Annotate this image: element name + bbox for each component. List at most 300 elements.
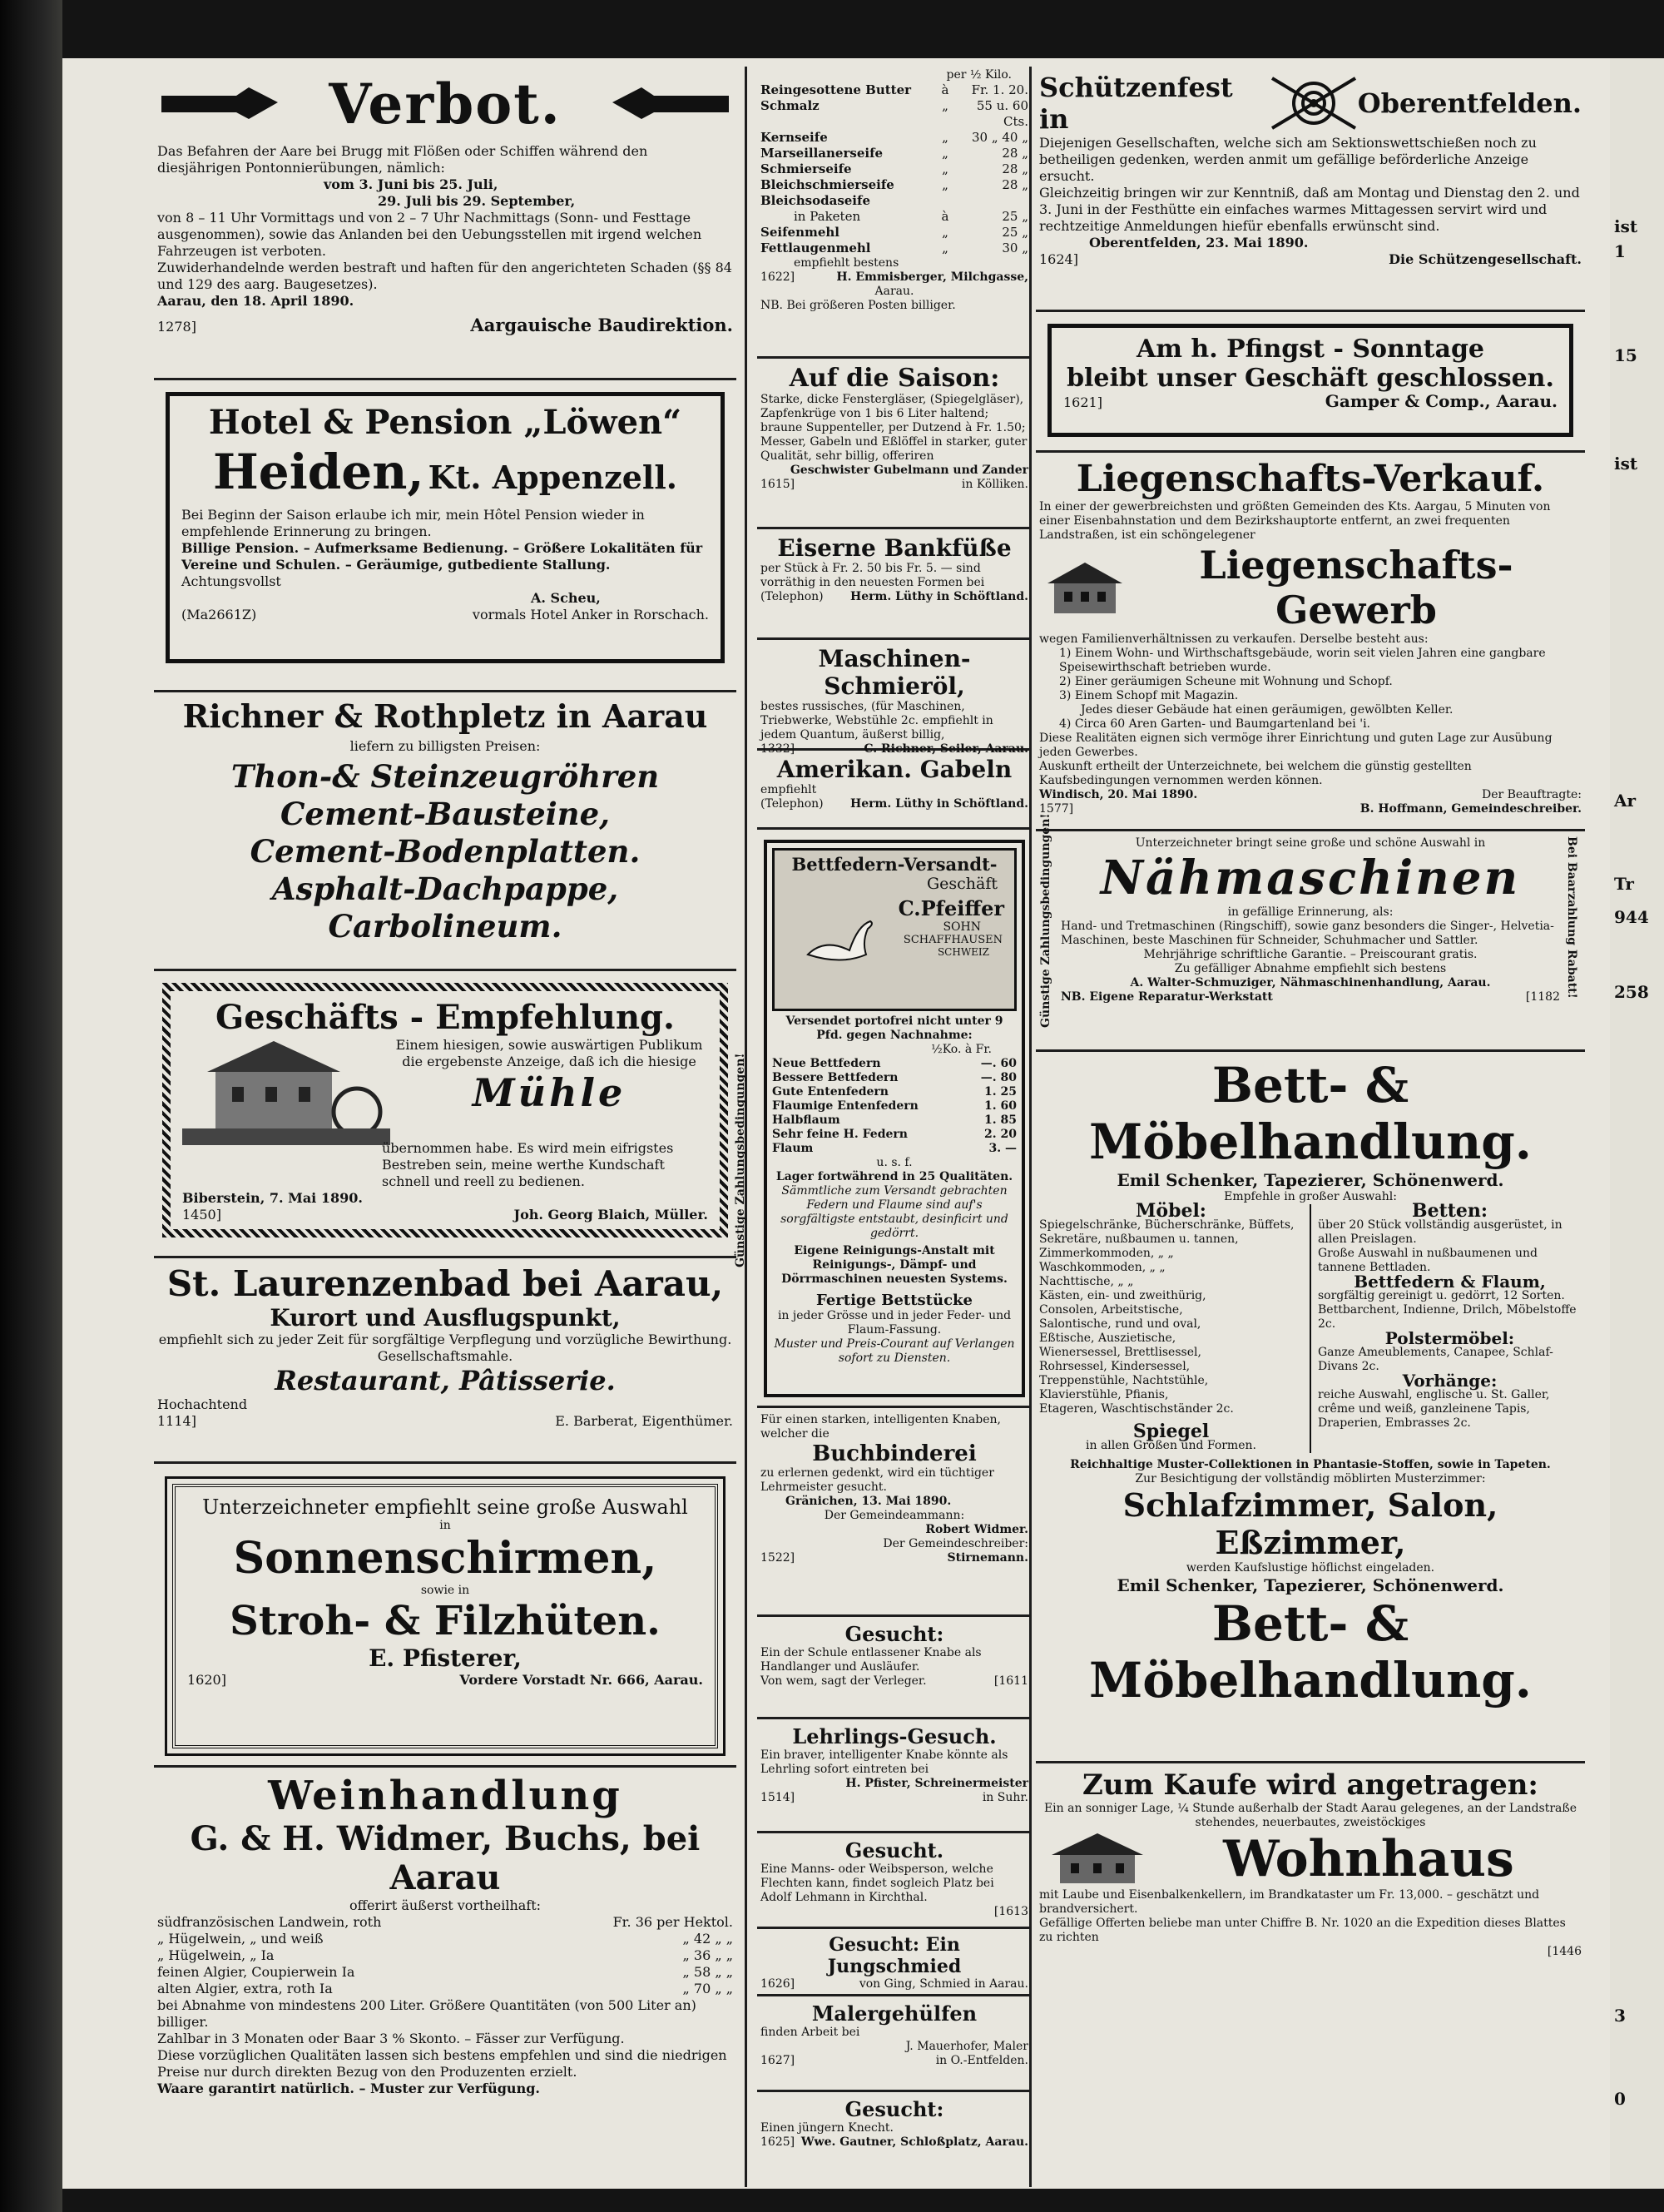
verbot-line: von 8 – 11 Uhr Vormittags und von 2 – 7 Uhr Nachmittags (Sonn- und Festtage ausgenommen), sowie das Anlanden bei den Uebungsstellen mit irgend welchen Fahrzeugen ist verboten. [157, 210, 702, 259]
pointing-hand-icon [608, 79, 733, 129]
ad-naehmaschinen [1036, 813, 1585, 1052]
widmer-offer: offerirt äußerst vortheilhaft: [349, 1897, 542, 1913]
seifen-name: H. Emmisberger, Milchgasse, [836, 270, 1028, 284]
wohnhaus-title: Zum Kaufe wird angetragen: [1082, 1768, 1538, 1802]
mill-illustration-icon [182, 1037, 390, 1145]
naehmaschinen-signature: A. Walter-Schmuziger, Nähmaschinenhandlung, Aarau. [1130, 976, 1491, 989]
item-price: 25 „ [1002, 209, 1028, 224]
ad-bettfedern [734, 830, 1032, 1408]
buchbinderei-text: Für einen starken, intelligenten Knaben, welcher die [760, 1413, 1001, 1441]
bankfuesse-text: per Stück à Fr. 2. 50 bis Fr. 5. — sind vorräthig in den neuesten Formen bei [760, 562, 985, 589]
telephon-label: (Telephon) [760, 797, 824, 811]
price-row [772, 1113, 1017, 1128]
ad-hotel-loewen [154, 380, 736, 692]
ad-lehrlings-gesuch [757, 1719, 1032, 1833]
richner-item: Thon-& Steinzeugröhren [230, 758, 660, 795]
ad-frame [162, 983, 728, 1237]
gesucht-text: Einen jüngern Knecht. [760, 2121, 894, 2135]
side-text-box [734, 893, 759, 1267]
telephon-label: (Telephon) [760, 590, 824, 603]
ad-number: 1621] [1063, 394, 1102, 410]
buchbinderei-role: Der Gemeindeammann: [824, 1509, 965, 1522]
feather-price: —. 60 [980, 1057, 1017, 1070]
wohnhaus-text: mit Laube und Eisenbalkenkellern, im Brandkataster um Fr. 13,000. – geschätzt und brandversichert. [1039, 1888, 1540, 1916]
moebel-title: Bett- & Möbelhandlung. [1089, 1057, 1532, 1170]
gesucht-title: Gesucht: [844, 2097, 944, 2121]
moebel-text: Zur Besichtigung der vollständig möblirten Musterzimmer: [1135, 1472, 1486, 1485]
price-row [760, 209, 1028, 225]
pfingst-line: Am h. Pfingst - Sonntage [1136, 335, 1485, 364]
ad-number: 1450] [182, 1207, 221, 1223]
feather-name: Flaum [772, 1142, 814, 1155]
moebel-muster: Reichhaltige Muster-Collektionen in Phantasie-Stoffen, sowie in Tapeten. [1070, 1458, 1551, 1471]
item-price: 25 „ [1002, 225, 1028, 240]
moebel-title: Bett- & Möbelhandlung. [1089, 1595, 1532, 1709]
liegenschaft-text: In einer der gewerbreichsten und größten Gemeinden des Kts. Aargau, 5 Minuten von einer Eisenbahnstation und dem Bezirkshauptorte entfernt, an zwei frequenten Landstraßen, ist ein schöngelegener [1039, 500, 1551, 542]
buchbinderei-name: Stirnemann. [947, 1551, 1028, 1565]
feather-name: Flaumige Entenfedern [772, 1099, 919, 1113]
ad-number: [1611 [993, 1674, 1028, 1688]
feather-name: Gute Entenfedern [772, 1085, 889, 1099]
item-price: Fr. 1. 20. [971, 82, 1028, 97]
moebel-spiegel-text: in allen Größen und Formen. [1086, 1439, 1256, 1452]
price-row [157, 1964, 733, 1981]
betten-subheader: Vorhänge: [1402, 1371, 1498, 1391]
pfisterer-big: Stroh- & Filzhüten. [230, 1598, 661, 1644]
widmer-name: G. & H. Widmer, Buchs, bei Aarau [190, 1819, 701, 1897]
feather-name: Sehr feine H. Federn [772, 1128, 908, 1141]
ad-number: 1615] [760, 478, 795, 491]
price-row [157, 1947, 733, 1964]
gesucht-signature: Wwe. Gautner, Schloßplatz, Aarau. [800, 2135, 1028, 2149]
item-name: Schmierseife [760, 161, 852, 176]
ad-muehle [154, 971, 736, 1258]
price-row [760, 98, 1028, 130]
ad-pfingst [1036, 312, 1585, 453]
ad-number: 1278] [157, 319, 196, 335]
jungschmied-title: Gesucht: Ein Jungschmied [827, 1934, 962, 1977]
betten-item: Große Auswahl in nußbaumenen und tannene Bettladen. [1318, 1247, 1538, 1274]
bettfedern-fertig-text: in jeder Grösse und in jeder Feder- und Flaum-Fassung. [777, 1309, 1012, 1337]
engraving-text: SCHAFFHAUSEN [903, 934, 1003, 946]
liegenschaft-text: Diese Realitäten eignen sich vermöge ihrer Einrichtung und guten Lage zur Ausübung jeden Gewerbes. [1039, 732, 1553, 759]
liegenschaft-item: 1) Einem Wohn- und Wirthschaftsgebäude, worin seit vielen Jahren eine gangbare Speisewirthschaft betrieben wurde. [1059, 647, 1546, 674]
feather-price: 1. 60 [984, 1099, 1017, 1113]
price-row [760, 82, 1028, 98]
price-row [157, 1914, 733, 1931]
item-price [962, 193, 1028, 209]
engraving-text: C.Pfeiffer [898, 896, 1004, 920]
richner-sub: liefern zu billigsten Preisen: [349, 738, 541, 754]
verbot-line: Zuwiderhandelnde werden bestraft und haften für den angerichteten Schaden (§§ 84 und 129 des aarg. Baugesetzes). [157, 260, 732, 292]
laurenzenbad-text: empfiehlt sich zu jeder Zeit für sorgfältige Verpflegung und vorzügliche Bewirthung. Gesellschaftsmahle. [158, 1332, 732, 1364]
liegenschaft-item: 4) Circa 60 Aren Garten- und Baumgartenland bei 'i. [1059, 717, 1370, 731]
ad-number: 1114] [157, 1413, 196, 1429]
price-row [772, 1057, 1017, 1071]
ad-buchbinderei [757, 1408, 1032, 1617]
item-name: Bleichsodaseife [760, 193, 870, 208]
item-unit: à [941, 209, 949, 224]
liegenschaft-signature: B. Hoffmann, Gemeindeschreiber. [1359, 802, 1582, 816]
widmer-text: bei Abnahme von mindestens 200 Liter. Größere Quantitäten (von 500 Liter an) billiger. [157, 1997, 696, 2030]
moebel-item: Etageren, Waschtischständer 2c. [1039, 1402, 1234, 1416]
moebel-header: Betten: [1411, 1200, 1488, 1222]
lehrling-text: Ein braver, intelligenter Knabe könnte als Lehrling sofort eintreten bei [760, 1748, 1008, 1776]
widmer-text: Diese vorzüglichen Qualitäten lassen sich bestens empfehlen und sind die niedrigen Preise nur durch direkten Bezug von den Produzenten erzielt. [157, 2047, 727, 2080]
liegenschaft-date: Windisch, 20. Mai 1890. [1039, 788, 1198, 801]
ad-number: [1613 [993, 1905, 1028, 1918]
betten-item: über 20 Stück vollständig ausgerüstet, in allen Preislagen. [1318, 1218, 1562, 1246]
feather-name: Neue Bettfedern [772, 1057, 881, 1070]
engraving-text: SCHWEIZ [937, 946, 989, 958]
hotel-former: vormals Hotel Anker in Rorschach. [472, 607, 709, 622]
richner-item: Cement-Bodenplatten. [250, 833, 641, 870]
gesucht-text: Ein der Schule entlassener Knabe als Handlanger und Ausläufer. [760, 1646, 982, 1674]
naehmaschinen-nb: NB. Eigene Reparatur-Werkstatt [1061, 990, 1273, 1004]
price-row [772, 1142, 1017, 1156]
ad-number: 1332] [760, 742, 795, 756]
richner-title: Richner & Rothpletz in Aarau [182, 697, 708, 735]
price-row [772, 1071, 1017, 1085]
item-name: Kernseife [760, 130, 828, 145]
bankfuesse-signature: Herm. Lüthy in Schöftland. [850, 590, 1028, 603]
item-unit: „ [942, 146, 948, 161]
strip-text: 3 [1614, 2006, 1626, 2026]
schuetzenfest-title: Schützenfest in [1039, 72, 1233, 135]
buchbinderei-text: zu erlernen gedenkt, wird ein tüchtiger Lehrmeister gesucht. [760, 1466, 994, 1494]
liegenschaft-big: Liegenschafts-Gewerb [1199, 543, 1513, 632]
ad-frame [172, 1484, 718, 1748]
lehrling-city: in Suhr. [982, 1791, 1028, 1804]
muehle-text: übernommen habe. Es wird mein eifrigstes Bestreben sein, meine werthe Kundschaft schnell und reell zu bedienen. [382, 1140, 674, 1189]
adjacent-page-strip [1610, 58, 1664, 2189]
liegenschaft-item: 2) Einer geräumigen Scheune mit Wohnung und Schopf. [1059, 675, 1393, 688]
seifen-rec: empfiehlt bestens [794, 256, 899, 270]
price-row [760, 130, 1028, 146]
moebel-name: Emil Schenker, Tapezierer, Schönenwerd. [1117, 1170, 1504, 1190]
moebel-rec: Empfehle in großer Auswahl: [1224, 1190, 1397, 1203]
naehmaschinen-intro: Unterzeichneter bringt seine große und schöne Auswahl in [1135, 836, 1486, 850]
wine-price: „ 36 „ „ [682, 1947, 733, 1963]
moebel-name: Emil Schenker, Tapezierer, Schönenwerd. [1117, 1575, 1504, 1595]
muehle-title: Geschäfts - Empfehlung. [215, 998, 675, 1037]
item-price: 30 „ 40 „ [971, 130, 1028, 145]
ad-number: 1626] [760, 1977, 795, 1991]
item-unit: „ [942, 225, 948, 240]
pfisterer-address: Vordere Vorstadt Nr. 666, Aarau. [459, 1672, 703, 1688]
maler-title: Malergehülfen [811, 2001, 978, 2026]
seifen-city: Aarau. [874, 285, 914, 298]
ad-number: [1446 [1547, 1945, 1582, 1958]
item-unit: „ [942, 241, 948, 255]
side-text: Bei Baarzahlung Rabatt! [1565, 836, 1578, 999]
strip-text: 15 [1614, 345, 1637, 365]
muehle-signature: Joh. Georg Blaich, Müller. [513, 1207, 708, 1223]
ad-frame [734, 840, 1025, 1397]
liegenschaft-role: Der Beauftragte: [1481, 788, 1582, 801]
item-unit: „ [942, 130, 948, 145]
schuetzenfest-date: Oberentfelden, 23. Mai 1890. [1089, 235, 1309, 250]
betten-item: sorgfältig gereinigt u. gedörrt, 12 Sorten. [1318, 1289, 1565, 1302]
buchbinderei-role: Der Gemeindeschreiber: [883, 1537, 1028, 1550]
moebel-header: Möbel: [1136, 1200, 1206, 1222]
bettfedern-col-header: ½Ko. à Fr. [931, 1043, 992, 1056]
bettfedern-muster: Muster und Preis-Courant auf Verlangen sofort zu Diensten. [774, 1337, 1015, 1365]
ad-jungschmied [757, 1929, 1032, 1996]
richner-item: Asphalt-Dachpappe, [271, 870, 619, 907]
buchbinderei-title: Buchbinderei [812, 1441, 977, 1466]
wine-price: Fr. 36 per Hektol. [612, 1914, 733, 1930]
swan-icon [791, 909, 891, 967]
wohnhaus-big: Wohnhaus [1223, 1830, 1514, 1888]
strip-text: Ar [1614, 791, 1637, 811]
price-row [760, 225, 1028, 241]
item-price: 30 „ [1002, 241, 1028, 255]
item-name: in Paketen [794, 209, 861, 224]
item-unit [929, 193, 962, 209]
pfisterer-big: Sonnenschirmen, [233, 1533, 657, 1584]
verbot-line: vom 3. Juni bis 25. Juli, [324, 176, 498, 192]
maler-city: in O.-Entfelden. [935, 2054, 1028, 2067]
gesucht-text: Eine Manns- oder Weibsperson, welche Flechten kann, findet sogleich Platz bei Adolf Lehmann in Kirchthal. [760, 1862, 994, 1904]
moebel-item: Nachttische, „ „ [1039, 1275, 1134, 1288]
laurenzenbad-title: St. Laurenzenbad bei Aarau, [166, 1263, 724, 1304]
feather-price: 1. 85 [984, 1113, 1017, 1127]
moebel-item: Wienersessel, Brettlisessel, [1039, 1346, 1201, 1359]
strip-text: 1 [1614, 241, 1626, 261]
moebel-item: Waschkommoden, „ „ [1039, 1261, 1166, 1274]
widmer-title: Weinhandlung [268, 1773, 622, 1819]
engraving-text: Bettfedern-Versandt- [791, 854, 998, 875]
wine-price: „ 58 „ „ [682, 1964, 733, 1980]
naehmaschinen-text: Hand- und Tretmaschinen (Ringschiff), sowie ganz besonders die Singer-, Helvetia-Maschinen, beste Maschinen für Schneider, Schuhmacher und Sattler. [1061, 920, 1554, 947]
ad-malergehuelfen [757, 1996, 1032, 2092]
hotel-text: Billige Pension. – Aufmerksame Bedienung. – Größere Lokalitäten für Vereine und Schulen. – Geräumige, gutbediente Stallung. [181, 540, 703, 573]
bankfuesse-title: Eiserne Bankfüße [777, 534, 1012, 562]
schmieroel-text: bestes russisches, (für Maschinen, Triebwerke, Webstühle 2c. empfiehlt in jedem Quantum, äußerst billig, [760, 700, 993, 741]
price-row [760, 177, 1028, 193]
item-unit: „ [942, 98, 948, 113]
moebel-item: Eßtische, Auszietische, [1039, 1332, 1176, 1345]
schmieroel-signature: C. Richner, Seiler, Aarau. [864, 742, 1028, 756]
ad-wohnhaus [1036, 1763, 1585, 1981]
bettfedern-text: Sämmtliche zum Versandt gebrachten Federn und Flaume sind auf's sorgfältigste entstaubt, desinficirt und gedörrt. [780, 1184, 1008, 1240]
item-price: 28 „ [1002, 161, 1028, 176]
moebel-spiegel: Spiegel [1132, 1421, 1210, 1442]
ad-richner-rothpletz [154, 692, 736, 971]
item-name: Seifenmehl [760, 225, 839, 240]
hotel-title: Hotel & Pension „Löwen“ [208, 403, 682, 442]
side-text-box [1560, 836, 1582, 1004]
moebel-item: Kästen, ein- und zweithürig, [1039, 1289, 1206, 1302]
wohnhaus-text: Gefällige Offerten beliebe man unter Chiffre B. Nr. 1020 an die Expedition dieses Blattes zu richten [1039, 1917, 1566, 1944]
pfingst-line: bleibt unser Geschäft geschlossen. [1067, 364, 1554, 393]
item-name: Schmalz [760, 98, 820, 113]
naehmaschinen-text: in gefällige Erinnerung, als: [1227, 905, 1394, 919]
feather-name: Bessere Bettfedern [772, 1071, 899, 1084]
item-name: Marseillanerseife [760, 146, 884, 161]
price-row [760, 193, 1028, 209]
ad-number: [1182 [1525, 990, 1560, 1004]
wine-name: „ Hügelwein, „ und weiß [157, 1931, 324, 1947]
pfisterer-name: E. Pfisterer, [369, 1644, 522, 1672]
saison-title: Auf die Saison: [789, 364, 1000, 393]
ad-gesucht-knabe [757, 1617, 1032, 1719]
item-price: 55 u. 60 Cts. [976, 98, 1028, 129]
naehmaschinen-title: Nähmaschinen [1100, 851, 1521, 905]
seifen-nb: NB. Bei größeren Posten billiger. [760, 299, 956, 312]
price-row [772, 1099, 1017, 1113]
laurenzenbad-signature: E. Barberat, Eigenthümer. [555, 1413, 733, 1429]
schuetzenfest-title: Oberentfelden. [1357, 87, 1582, 119]
wine-name: südfranzösischen Landwein, roth [157, 1914, 382, 1930]
muehle-text: Einem hiesigen, sowie auswärtigen Publikum die ergebenste Anzeige, daß ich die hiesige [395, 1037, 703, 1069]
jungschmied-text: von Ging, Schmied in Aarau. [859, 1977, 1028, 1991]
verbot-date: Aarau, den 18. April 1890. [157, 293, 354, 309]
strip-text: Tr [1614, 874, 1634, 894]
strip-text: 258 [1614, 982, 1649, 1002]
wine-price: „ 42 „ „ [682, 1931, 733, 1947]
widmer-text: Zahlbar in 3 Monaten oder Baar 3 % Skonto. – Fässer zur Verfügung. [157, 2031, 625, 2046]
liegenschaft-text: Auskunft ertheilt der Unterzeichnete, bei welchem die günstig gestellten Kaufsbedingungen vernommen werden können. [1039, 760, 1472, 787]
moebel-item: Klavierstühle, Pfianis, [1039, 1388, 1169, 1401]
house-illustration-icon [1039, 558, 1131, 617]
ad-gabeln [757, 751, 1032, 830]
bettfedern-lager: Lager fortwährend in 25 Qualitäten. [775, 1170, 1013, 1183]
price-row [157, 1981, 733, 1997]
engraving-text: Geschäft [926, 875, 998, 893]
maler-signature: J. Mauerhofer, Maler [905, 2040, 1028, 2053]
maler-text: finden Arbeit bei [760, 2026, 860, 2039]
ad-gesucht-knecht [757, 2092, 1032, 2177]
price-row [760, 161, 1028, 177]
target-rifles-icon [1268, 74, 1358, 132]
richner-item: Cement-Bausteine, [280, 796, 610, 832]
book-spine [0, 0, 62, 2212]
betten-item: reiche Auswahl, englische u. St. Galler, crême und weiß, ganzleinene Tapis, Draperien, Embrasses 2c. [1318, 1388, 1550, 1430]
strip-text: ist [1614, 454, 1638, 474]
wine-name: alten Algier, extra, roth Ia [157, 1981, 333, 1996]
naehmaschinen-text: Mehrjährige schriftliche Garantie. – Preiscourant gratis. [1143, 948, 1478, 961]
ad-number: 1627] [760, 2054, 795, 2067]
bettfedern-usf: u. s. f. [876, 1156, 913, 1169]
liegenschaft-title: Liegenschafts-Verkauf. [1076, 458, 1545, 500]
bettfedern-intro: Versendet portofrei nicht unter 9 Pfd. gegen Nachnahme: [785, 1014, 1003, 1042]
column-left [154, 67, 736, 2195]
wine-name: feinen Algier, Coupierwein Ia [157, 1964, 355, 1980]
pfisterer-mid: sowie in [420, 1584, 470, 1597]
hotel-owner: A. Scheu, [531, 590, 601, 606]
laurenzenbad-greeting: Hochachtend [157, 1396, 248, 1412]
pfisterer-intro: Unterzeichneter empfiehlt seine große Auswahl [202, 1495, 688, 1519]
moebel-item: Rohrsessel, Kindersessel, [1039, 1360, 1191, 1373]
buchbinderei-name: Robert Widmer. [925, 1523, 1028, 1536]
item-name: Bleichschmierseife [760, 177, 894, 192]
betten-subheader: Bettfedern & Flaum, [1354, 1272, 1546, 1292]
side-text: Günstige Zahlungsbedingungen! [1039, 813, 1052, 1028]
price-row [772, 1128, 1017, 1142]
pointing-hand-icon [157, 79, 282, 129]
hotel-text: Bei Beginn der Saison erlaube ich mir, mein Hôtel Pension wieder in empfehlende Erinnerung zu bringen. [181, 507, 645, 539]
strip-text: 0 [1614, 2089, 1626, 2109]
moebel-zimmer: Schlafzimmer, Salon, Eßzimmer, [1122, 1486, 1498, 1561]
ad-number: 1577] [1039, 802, 1074, 816]
column-right [1036, 67, 1585, 2195]
moebel-item: Salontische, rund und oval, [1039, 1317, 1201, 1331]
item-name: Reingesottene Butter [760, 82, 912, 97]
betten-subheader: Polstermöbel: [1384, 1328, 1515, 1348]
ad-verbot [154, 67, 736, 380]
ad-number: 1522] [760, 1551, 795, 1565]
wine-price: „ 70 „ „ [682, 1981, 733, 1996]
ad-pfisterer [154, 1464, 736, 1768]
strip-text: 944 [1614, 907, 1649, 927]
saison-signature: Geschwister Gubelmann und Zander [790, 464, 1028, 477]
item-unit: à [941, 82, 949, 97]
ad-reference: (Ma2661Z) [181, 607, 257, 622]
betten-item: Bettbarchent, Indienne, Drilch, Möbelstoffe 2c. [1318, 1303, 1577, 1331]
bettfedern-engraving [772, 848, 1017, 1011]
widmer-text: Waare garantirt natürlich. – Muster zur Verfügung. [157, 2081, 540, 2096]
moebel-item: Spiegelschränke, Bücherschränke, Büffets, Sekretäre, nußbaumen u. tannen, Zimmerkommoden, „ „ [1039, 1218, 1295, 1260]
feather-price: 3. — [988, 1142, 1017, 1155]
feather-price: 1. 25 [984, 1085, 1017, 1099]
verbot-signature: Aargauische Baudirektion. [470, 315, 733, 335]
lehrling-signature: H. Pfister, Schreinermeister [845, 1777, 1028, 1790]
liegenschaft-item: Jedes dieser Gebäude hat einen geräumigen, gewölbten Keller. [1081, 703, 1454, 717]
hotel-canton: Kt. Appenzell. [428, 459, 677, 496]
verbot-title: Verbot. [329, 72, 562, 136]
item-unit: „ [942, 161, 948, 176]
ad-schuetzenfest [1036, 67, 1585, 312]
verbot-line: Das Befahren der Aare bei Brugg mit Flößen oder Schiffen während den diesjährigen Pontonnierübungen, nämlich: [157, 143, 648, 176]
ad-frame [166, 392, 725, 663]
ad-bankfuesse [757, 529, 1032, 640]
ad-laurenzenbad [154, 1258, 736, 1464]
gesucht-title: Gesucht: [844, 1622, 944, 1646]
ad-number: 1625] [760, 2135, 795, 2149]
betten-item: Ganze Ameublements, Canapee, Schlaf-Divans 2c. [1318, 1346, 1553, 1373]
item-unit: „ [942, 177, 948, 192]
ad-number: 1514] [760, 1791, 795, 1804]
strip-text: ist [1614, 216, 1638, 236]
ad-liegenschafts-verkauf [1036, 453, 1585, 831]
item-name: Fettlaugenmehl [760, 241, 871, 255]
buchbinderei-date: Gränichen, 13. Mai 1890. [785, 1495, 952, 1508]
pfingst-signature: Gamper & Comp., Aarau. [1325, 391, 1558, 411]
item-price: 28 „ [1002, 177, 1028, 192]
hotel-place: Heiden, [213, 444, 424, 500]
price-row [760, 241, 1028, 256]
lehrling-title: Lehrlings-Gesuch. [792, 1724, 997, 1748]
bettfedern-fertig: Fertige Bettstücke [816, 1292, 973, 1309]
price-row [157, 1931, 733, 1947]
liegenschaft-item: 3) Einem Schopf mit Magazin. [1059, 689, 1239, 702]
side-text: Günstige Zahlungsbedingungen! [734, 1053, 747, 1267]
price-row [772, 1085, 1017, 1099]
ad-schmieroel [757, 640, 1032, 756]
house-illustration-icon [1039, 1830, 1156, 1888]
moebel-lists [1039, 1200, 1582, 1453]
item-price: 28 „ [1002, 146, 1028, 161]
schmieroel-title: Maschinen-Schmieröl, [818, 645, 971, 700]
ad-frame [1047, 324, 1573, 437]
ad-number: 1622] [760, 270, 795, 284]
laurenzenbad-restaurant: Restaurant, Pâtisserie. [275, 1365, 616, 1396]
schuetzenfest-text: Gleichzeitig bringen wir zur Kenntniß, daß am Montag und Dienstag den 2. und 3. Juni in der Festhütte ein einfaches warmes Mittagessen servirt wird und rechtzeitige Anmeldungen hiefür ebenfalls erwünscht sind. [1039, 185, 1580, 234]
gesucht-text: Von wem, sagt der Verleger. [760, 1674, 927, 1688]
pfisterer-in: in [439, 1519, 451, 1532]
